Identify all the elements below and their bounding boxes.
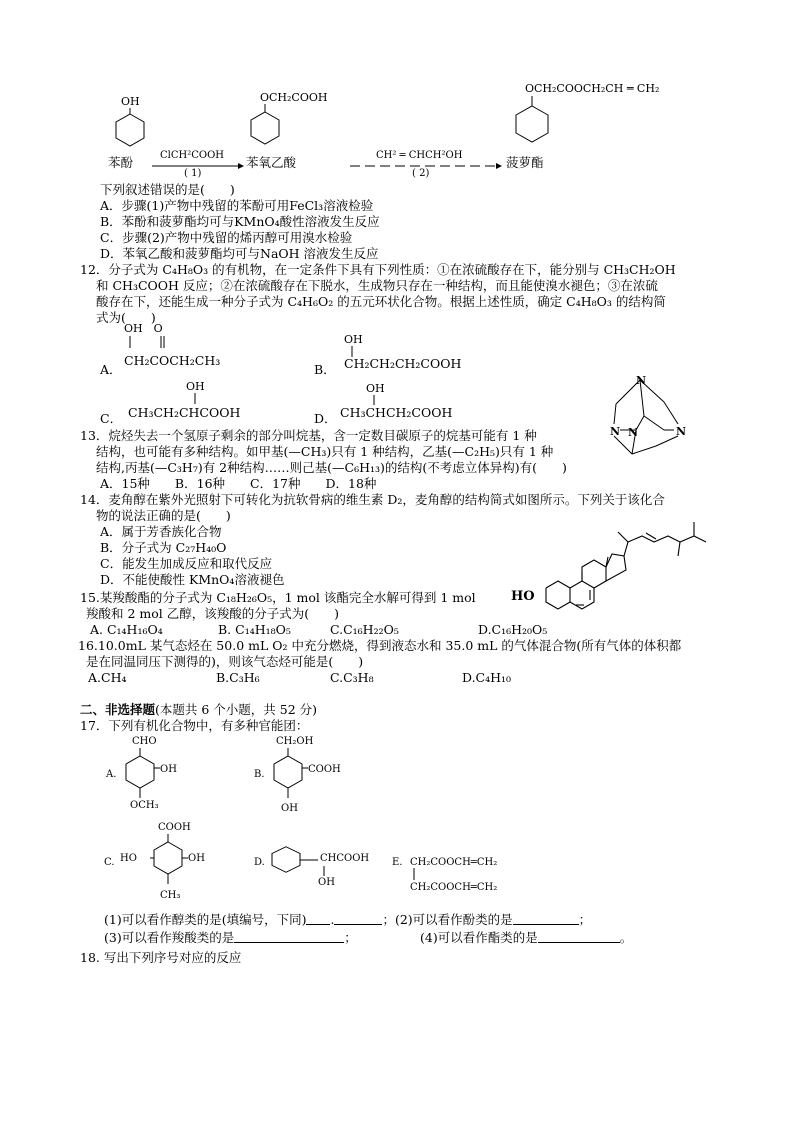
q17-b-top: CH₂OH	[276, 736, 314, 747]
q17-a-label: A.	[106, 769, 117, 780]
q12-a-formula: CH₂COCH₂CH₃	[124, 353, 221, 368]
q18-stem: 18. 写出下列序号对应的反应	[80, 950, 242, 965]
q17-b-ring-icon	[270, 748, 312, 806]
q17-b-label: B.	[254, 769, 265, 780]
q12-line-4: 式为( )	[96, 310, 156, 325]
q17-sub-3	[104, 930, 357, 946]
q12-b-label: B．	[314, 362, 336, 377]
q14-option-a: A．属于芳香族化合物	[100, 524, 222, 539]
acid-ring-icon	[247, 104, 283, 148]
q15-option-d: D.C₁₆H₂₀O₅	[478, 622, 548, 637]
q12-line-2: 和 CH₃COOH 反应；②在浓硫酸存在下脱水，生成物只存在一种结构，而且能使溴水褪色；③在浓硫	[96, 278, 658, 293]
q17-sub1-text: (1)可以看作醇类的是(填编号，下同)	[104, 912, 307, 927]
q17-stem: 17．下列有机化合物中，有多种官能团：	[80, 718, 309, 733]
q17-a-bottom: OCH₃	[130, 800, 159, 811]
section-heading	[80, 702, 317, 718]
q15-line-2: 羧酸和 2 mol 乙醇，该羧酸的分子式为( )	[86, 606, 340, 621]
q16-option-a: A.CH₄	[88, 670, 127, 685]
hexamine-n-center: N	[628, 426, 639, 439]
ergosterol-ho: HO	[511, 589, 535, 604]
q12-d-label: D．	[314, 411, 337, 426]
q13-options: A．15种 B．16种 C．17种 D．18种	[100, 476, 377, 491]
hexamine-cage-icon	[594, 372, 704, 472]
q17-answer-2[interactable]	[513, 912, 579, 925]
q17-sub-4	[420, 930, 632, 946]
q12-d-formula: CH₃CHCH₂COOH	[340, 405, 453, 420]
q17-sub4-text: (4)可以看作酯类的是	[420, 930, 538, 945]
q17-answer-4[interactable]	[538, 930, 620, 943]
q12-a-top: OH O	[124, 322, 163, 335]
q17-sub-1-2	[104, 912, 591, 928]
q15-option-a: A. C₁₄H₁₆O₄	[90, 622, 163, 637]
q12-d-top: OH	[366, 382, 385, 395]
q15-option-b: B. C₁₄H₁₈O₅	[218, 622, 291, 637]
ester-ring-icon	[512, 96, 552, 146]
q14-option-b: B．分子式为 C₂₇H₄₀O	[100, 540, 227, 555]
q17-sub2-end: ；	[578, 912, 592, 927]
q14-line-2: 物的说法正确的是( )	[96, 508, 231, 523]
q17-c-ring-icon	[150, 834, 190, 892]
q13-line-3: 结构,丙基(—C₃H₇)有 2种结构……则己基(—C₆H₁₃)的结构(不考虑立体异构)有( )	[96, 460, 567, 475]
q17-answer-1a[interactable]	[306, 912, 330, 925]
reagent-1: ClCH²COOH	[160, 150, 224, 161]
q17-e-label: E.	[392, 857, 403, 868]
q12-line-3: 酸存在下，还能生成一种分子式为 C₄H₆O₂ 的五元环状化合物。根据上述性质，确定 C₄H₈O₃ 的结构简	[96, 294, 666, 309]
q17-a-ring-icon	[122, 748, 162, 806]
q11-option-d: D．苯氧乙酸和菠萝酯均可与NaOH 溶液发生反应	[100, 246, 379, 261]
ester-substituent: OCH₂COOCH₂CH ═ CH₂	[525, 82, 660, 95]
q16-option-c: C.C₃H₈	[330, 670, 374, 685]
q17-sub3-text: (3)可以看作羧酸类的是	[104, 930, 235, 945]
section-heading-title: 二、非选择题	[80, 702, 156, 717]
phenol-ring-icon	[108, 108, 144, 152]
acid-label: 苯氧乙酸	[246, 155, 297, 170]
q17-e-line-1: CH₂COOCH═CH₂	[410, 857, 498, 868]
q12-b-formula: CH₂CH₂CH₂COOH	[344, 356, 462, 371]
phenol-oh: OH	[121, 95, 140, 108]
q13-line-1: 13．烷烃失去一个氢原子剩余的部分叫烷基，含一定数目碳原子的烷基可能有 1 种	[80, 428, 537, 443]
q16-option-d: D.C₄H₁₀	[462, 670, 512, 685]
step-2: ( 2)	[412, 168, 430, 179]
q17-b-bottom: OH	[281, 803, 298, 814]
q12-c-top: OH	[186, 380, 205, 393]
hexamine-n-left: N	[610, 425, 621, 438]
steroid-skeleton-icon	[528, 512, 728, 612]
q17-c-top: COOH	[158, 822, 191, 833]
section-heading-note: (本题共 6 个小题，共 52 分)	[155, 702, 318, 717]
q17-c-label: C.	[104, 857, 115, 868]
q13-line-2: 结构，也可能有多种结构。如甲基(—CH₃)只有 1 种结构，乙基(—C₂H₅)只有 1 种	[96, 444, 554, 459]
q12-a-label: A．	[100, 362, 122, 377]
q17-c-right: OH	[188, 853, 205, 864]
q17-b-right: COOH	[308, 764, 341, 775]
q17-d-ring-icon	[270, 848, 322, 876]
q14-option-d: D．不能使酸性 KMnO₄溶液褪色	[100, 572, 285, 587]
q11-stem: 下列叙述错误的是( )	[100, 182, 235, 197]
q12-c-formula: CH₃CH₂CHCOOH	[128, 405, 241, 420]
q17-sub3-end: ；	[344, 930, 357, 945]
phenol-label: 苯酚	[108, 155, 134, 170]
q16-line-1: 16.10.0mL 某气态烃在 50.0 mL O₂ 中充分燃烧，得到液态水和 35.0 mL 的气体混合物(所有气体的体积都	[78, 638, 682, 653]
q11-option-b: B．苯酚和菠萝酯均可与KMnO₄酸性溶液发生反应	[100, 214, 380, 229]
q12-b-top: OH	[344, 333, 363, 346]
q17-answer-3[interactable]	[234, 930, 344, 943]
q17-e-line-2: CH₂COOCH═CH₂	[410, 882, 498, 893]
q16-option-b: B.C₃H₆	[216, 670, 260, 685]
q17-answer-1b[interactable]	[334, 912, 382, 925]
q12-c-bond	[193, 393, 199, 405]
acid-substituent: OCH₂COOH	[260, 91, 328, 104]
q17-d-label: D.	[254, 857, 265, 868]
q12-a-bonds	[127, 336, 167, 352]
q17-a-right: OH	[160, 764, 177, 775]
q11-option-c: C．步骤(2)产物中残留的烯丙醇可用溴水检验	[100, 230, 353, 245]
q11-option-a: A．步骤(1)产物中残留的苯酚可用FeCl₃溶液检验	[100, 198, 374, 213]
q14-line-1: 14．麦角醇在紫外光照射下可转化为抗软骨病的维生素 D₂，麦角醇的结构简式如图所示。下列关于该化合	[80, 492, 665, 507]
hexamine-n-right: N	[676, 425, 687, 438]
q16-line-2: 是在同温同压下测得的)，则该气态烃可能是( )	[86, 654, 364, 669]
q17-sub1-mark: .	[330, 912, 335, 927]
reagent-2: CH² ═ CHCH²OH	[376, 150, 463, 161]
q17-a-top: CHO	[132, 736, 157, 747]
q17-sub4-end: 。	[619, 930, 633, 945]
q15-line-1: 15.某羧酸酯的分子式为 C₁₈H₂₆O₅，1 mol 该酯完全水解可得到 1 mol	[80, 590, 476, 605]
q12-line-1: 12．分子式为 C₄H₈O₃ 的有机物，在一定条件下具有下列性质：①在浓硫酸存在下，能分别与 CH₃CH₂OH	[80, 262, 676, 277]
q17-d-below: OH	[318, 877, 335, 888]
q15-option-c: C.C₁₆H₂₂O₅	[330, 622, 399, 637]
q17-d-chain: CHCOOH	[320, 853, 370, 864]
hexamine-n-top: N	[636, 374, 647, 387]
ester-label: 菠萝酯	[506, 155, 544, 170]
step-1: ( 1)	[184, 168, 202, 179]
q17-c-left: HO	[120, 853, 137, 864]
q17-c-bottom: CH₃	[160, 890, 181, 901]
q17-e-bond	[412, 868, 418, 882]
q12-c-label: C．	[100, 411, 123, 426]
q14-option-c: C．能发生加成反应和取代反应	[100, 556, 273, 571]
q17-sub2-text: ；(2)可以看作酚类的是	[382, 912, 513, 927]
